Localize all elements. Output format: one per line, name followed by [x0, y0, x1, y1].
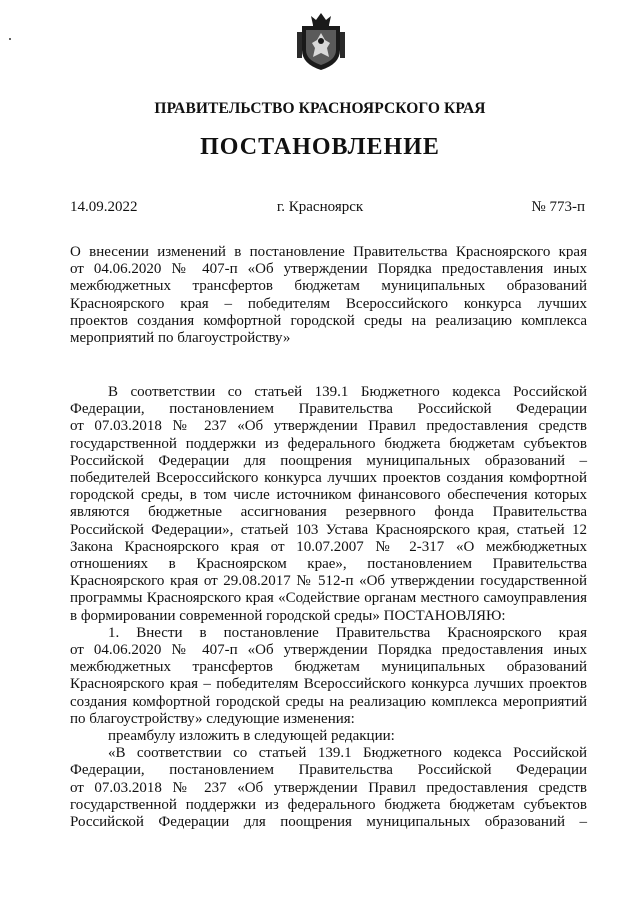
body-line: являются бюджетные ассигнования резервного фонда Правительства [70, 504, 587, 521]
document-number: № 773-п [531, 199, 585, 215]
body-line: отношениях в Красноярском крае», постановлением Правительства [70, 556, 587, 573]
body-line: от 07.03.2018 № 237 «Об утверждении Правил предоставления средств [70, 418, 587, 435]
body-line: межбюджетных трансфертов бюджетам муниципальных образований [70, 659, 587, 676]
document-type-title: ПОСТАНОВЛЕНИЕ [200, 134, 440, 160]
body-line: государственной поддержки из федерального бюджета бюджетам субъектов [70, 796, 587, 813]
body-line: в формировании современной городской среды» ПОСТАНОВЛЯЮ: [70, 607, 506, 624]
document-date: 14.09.2022 [70, 199, 138, 215]
coat-of-arms-emblem [296, 10, 346, 72]
subject-line: проектов создания комфортной городской среды на реализацию комплекса [70, 312, 587, 329]
body-line: Красноярского края от 29.08.2017 № 512-п «Об утверждении государственной [70, 573, 587, 590]
body-line: от 07.03.2018 № 237 «Об утверждении Правил предоставления средств [70, 779, 587, 796]
document-city: г. Красноярск [276, 199, 364, 215]
body-line: от 04.06.2020 № 407-п «Об утверждении Порядка предоставления иных [70, 642, 587, 659]
body-line: В соответствии со статьей 139.1 Бюджетного кодекса Российской [108, 384, 587, 400]
body-line: по благоустройству» следующие изменения: [70, 710, 355, 727]
subject-line: от 04.06.2020 № 407-п «Об утверждении Порядка предоставления иных [70, 261, 587, 278]
subject-line: мероприятий по благоустройству» [70, 330, 291, 347]
subject-line: Красноярского края – победителям Всероссийского конкурса лучших [70, 295, 587, 312]
body-line: Федерации, постановлением Правительства Российской Федерации [70, 762, 587, 779]
body-line: Российской Федерации для поощрения муниципальных образований – [70, 814, 587, 831]
body-line: преамбулу изложить в следующей редакции: [108, 728, 395, 745]
body-line: победителей Всероссийского конкурса лучших проектов создания комфортной [70, 470, 587, 487]
document-subject [70, 244, 587, 347]
body-line: создания комфортной городской среды на реализацию комплекса мероприятий [70, 693, 587, 710]
body-line: Российской Федерации для поощрения муниципальных образований – [70, 452, 587, 469]
body-line: государственной поддержки из федерального бюджета бюджетам субъектов [70, 435, 587, 452]
body-line: Федерации, постановлением Правительства Российской Федерации [70, 401, 587, 418]
subject-line: межбюджетных трансфертов бюджетам муниципальных образований [70, 278, 587, 295]
body-line: «В соответствии со статьей 139.1 Бюджетного кодекса Российской [108, 745, 587, 762]
body-line: Красноярского края – победителям Всероссийского конкурса лучших проектов [70, 676, 587, 693]
scan-speck [9, 38, 11, 40]
subject-line: О внесении изменений в постановление Правительства Красноярского края [70, 244, 587, 260]
body-line: городской среды, в том числе источником финансового обеспечения которых [70, 487, 587, 504]
document-body [70, 384, 587, 831]
government-heading: ПРАВИТЕЛЬСТВО КРАСНОЯРСКОГО КРАЯ [154, 100, 486, 117]
body-line: Закона Красноярского края от 10.07.2007 № 2-317 «О межбюджетных [70, 538, 587, 555]
body-line: 1. Внести в постановление Правительства Красноярского края [108, 624, 587, 641]
body-line: программы Красноярского края «Содействие органам местного самоуправления [70, 590, 587, 607]
body-line: Российской Федерации», статьей 103 Устава Красноярского края, статьей 12 [70, 521, 587, 538]
